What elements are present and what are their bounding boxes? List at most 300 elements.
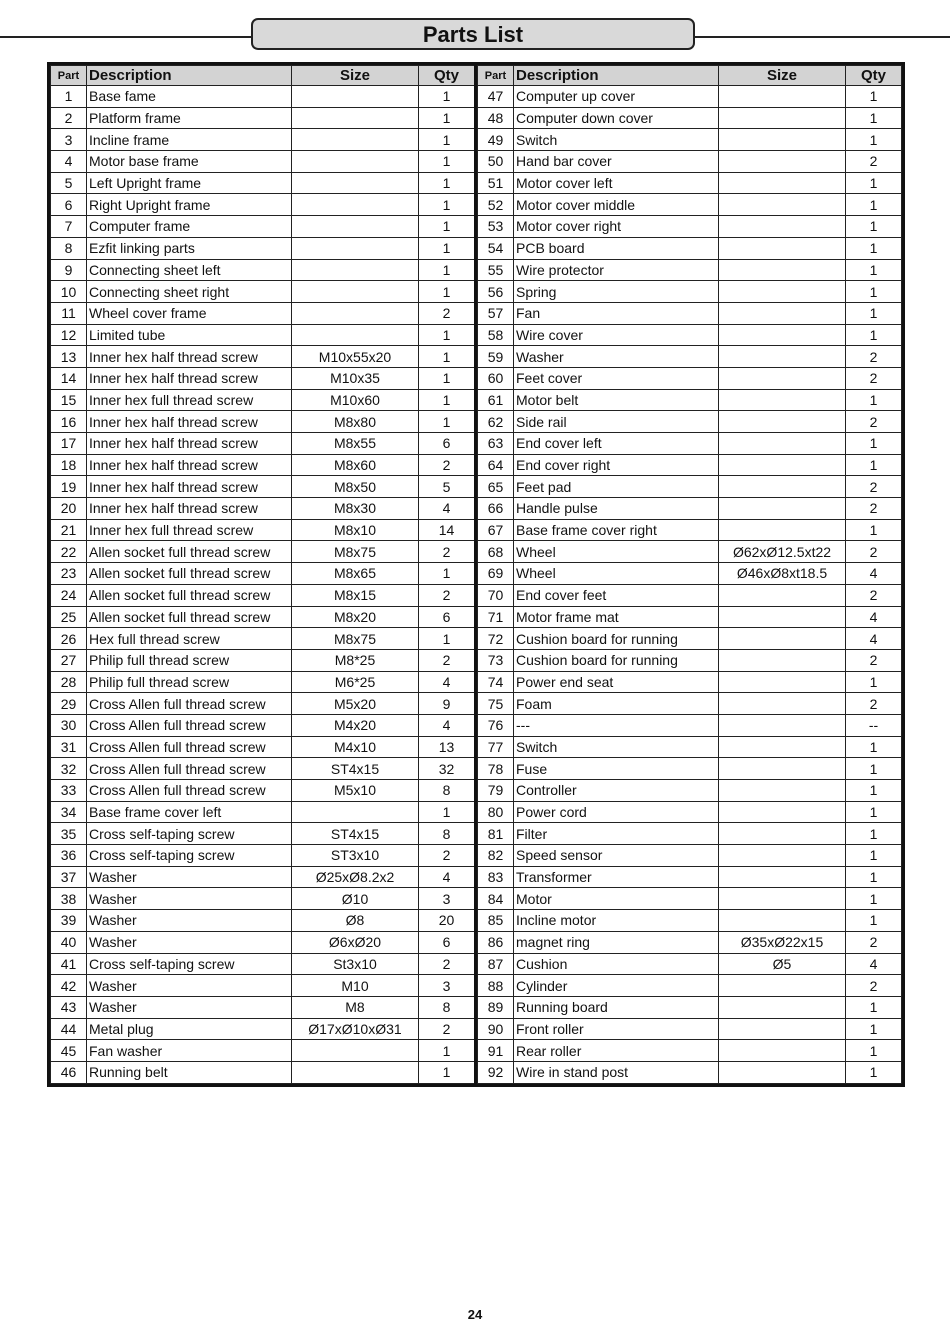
qty-cell: 4 [419, 866, 476, 888]
description-cell: Inner hex half thread screw [87, 454, 292, 476]
table-row [478, 866, 902, 888]
qty-cell: 9 [419, 693, 476, 715]
size-cell [719, 498, 846, 520]
table-row [51, 433, 476, 455]
table-row [478, 151, 902, 173]
table-row [51, 649, 476, 671]
description-cell: Ezfit linking parts [87, 237, 292, 259]
part-number-cell: 85 [478, 910, 514, 932]
qty-cell: 2 [846, 367, 902, 389]
part-number-cell: 28 [51, 671, 87, 693]
page-title: Parts List [251, 18, 695, 50]
part-number-cell: 47 [478, 86, 514, 108]
description-cell: Connecting sheet right [87, 281, 292, 303]
qty-cell: 2 [419, 649, 476, 671]
size-cell: M4x20 [292, 714, 419, 736]
description-cell: Speed sensor [514, 845, 719, 867]
qty-cell: 1 [419, 1061, 476, 1083]
size-cell [719, 129, 846, 151]
part-number-cell: 22 [51, 541, 87, 563]
part-number-cell: 34 [51, 801, 87, 823]
table-row [51, 346, 476, 368]
qty-cell: 2 [846, 541, 902, 563]
table-row [51, 476, 476, 498]
table-row [51, 996, 476, 1018]
table-row [478, 194, 902, 216]
description-cell: Cushion board for running [514, 628, 719, 650]
description-cell: Connecting sheet left [87, 259, 292, 281]
qty-cell: 1 [419, 628, 476, 650]
description-cell: Allen socket full thread screw [87, 584, 292, 606]
size-cell [719, 454, 846, 476]
description-cell: Philip full thread screw [87, 671, 292, 693]
description-cell: Wheel cover frame [87, 302, 292, 324]
qty-cell: 1 [846, 281, 902, 303]
size-cell: M10x35 [292, 367, 419, 389]
description-cell: Cross Allen full thread screw [87, 736, 292, 758]
qty-cell: 1 [846, 996, 902, 1018]
size-cell [719, 1040, 846, 1062]
qty-cell: 2 [846, 584, 902, 606]
size-cell [292, 801, 419, 823]
size-cell: M8x60 [292, 454, 419, 476]
table-row [478, 910, 902, 932]
qty-cell: 1 [846, 259, 902, 281]
qty-cell: 2 [846, 931, 902, 953]
part-number-cell: 21 [51, 519, 87, 541]
size-cell: Ø8 [292, 910, 419, 932]
table-row [478, 671, 902, 693]
part-number-cell: 2 [51, 107, 87, 129]
qty-cell: 1 [846, 910, 902, 932]
part-number-cell: 77 [478, 736, 514, 758]
qty-cell: 2 [846, 476, 902, 498]
part-number-cell: 69 [478, 563, 514, 585]
part-number-cell: 35 [51, 823, 87, 845]
description-cell: Wire cover [514, 324, 719, 346]
description-cell: Motor cover left [514, 172, 719, 194]
table-row [51, 823, 476, 845]
qty-cell: 1 [846, 194, 902, 216]
size-cell [719, 823, 846, 845]
qty-cell: 1 [419, 129, 476, 151]
table-row [51, 910, 476, 932]
qty-cell: 4 [419, 714, 476, 736]
size-cell: Ø10 [292, 888, 419, 910]
part-number-cell: 14 [51, 367, 87, 389]
size-cell [719, 237, 846, 259]
table-header-row [478, 66, 902, 86]
size-cell [719, 151, 846, 173]
description-cell: Inner hex half thread screw [87, 498, 292, 520]
qty-cell: 4 [846, 628, 902, 650]
size-cell: Ø5 [719, 953, 846, 975]
size-cell [719, 606, 846, 628]
size-cell [719, 758, 846, 780]
description-cell: Computer down cover [514, 107, 719, 129]
header-description: Description [514, 66, 719, 86]
part-number-cell: 45 [51, 1040, 87, 1062]
qty-cell: 4 [846, 606, 902, 628]
size-cell [719, 1061, 846, 1083]
part-number-cell: 50 [478, 151, 514, 173]
size-cell: M8x75 [292, 541, 419, 563]
description-cell: Cross self-taping screw [87, 845, 292, 867]
table-row [51, 411, 476, 433]
table-row [478, 519, 902, 541]
description-cell: Side rail [514, 411, 719, 433]
table-row [51, 758, 476, 780]
description-cell: Metal plug [87, 1018, 292, 1040]
part-number-cell: 9 [51, 259, 87, 281]
description-cell: Feet cover [514, 367, 719, 389]
header-part: Part [51, 66, 87, 86]
part-number-cell: 64 [478, 454, 514, 476]
qty-cell: 1 [846, 866, 902, 888]
part-number-cell: 73 [478, 649, 514, 671]
table-row [478, 389, 902, 411]
size-cell [719, 433, 846, 455]
size-cell: M10 [292, 975, 419, 997]
part-number-cell: 19 [51, 476, 87, 498]
description-cell: Power end seat [514, 671, 719, 693]
part-number-cell: 1 [51, 86, 87, 108]
size-cell: M8x50 [292, 476, 419, 498]
size-cell [292, 1040, 419, 1062]
qty-cell: 8 [419, 823, 476, 845]
qty-cell: 1 [419, 346, 476, 368]
part-number-cell: 5 [51, 172, 87, 194]
part-number-cell: 16 [51, 411, 87, 433]
table-row [478, 454, 902, 476]
part-number-cell: 23 [51, 563, 87, 585]
qty-cell: 1 [846, 454, 902, 476]
header-size: Size [292, 66, 419, 86]
size-cell [292, 237, 419, 259]
description-cell: Platform frame [87, 107, 292, 129]
qty-cell: 2 [419, 584, 476, 606]
description-cell: Base fame [87, 86, 292, 108]
size-cell: ST4x15 [292, 758, 419, 780]
table-row [51, 498, 476, 520]
size-cell: M8x80 [292, 411, 419, 433]
description-cell: Fan [514, 302, 719, 324]
part-number-cell: 86 [478, 931, 514, 953]
description-cell: Cross Allen full thread screw [87, 714, 292, 736]
size-cell [719, 910, 846, 932]
description-cell: Cross Allen full thread screw [87, 780, 292, 802]
table-row [478, 367, 902, 389]
description-cell: PCB board [514, 237, 719, 259]
qty-cell: 2 [846, 693, 902, 715]
description-cell: Allen socket full thread screw [87, 606, 292, 628]
description-cell: Inner hex half thread screw [87, 367, 292, 389]
size-cell: M8x30 [292, 498, 419, 520]
size-cell: M8x65 [292, 563, 419, 585]
size-cell [719, 389, 846, 411]
description-cell: Motor frame mat [514, 606, 719, 628]
table-row [51, 237, 476, 259]
table-row [51, 194, 476, 216]
description-cell: Spring [514, 281, 719, 303]
description-cell: Running board [514, 996, 719, 1018]
description-cell: Washer [514, 346, 719, 368]
size-cell: Ø35xØ22x15 [719, 931, 846, 953]
description-cell: Switch [514, 129, 719, 151]
description-cell: Cushion board for running [514, 649, 719, 671]
table-row [51, 172, 476, 194]
table-row [478, 693, 902, 715]
qty-cell: 14 [419, 519, 476, 541]
parts-list-table [47, 62, 905, 1087]
size-cell [292, 324, 419, 346]
qty-cell: 2 [846, 649, 902, 671]
qty-cell: 1 [419, 801, 476, 823]
size-cell [719, 671, 846, 693]
qty-cell: 4 [419, 671, 476, 693]
table-row [51, 389, 476, 411]
size-cell [719, 628, 846, 650]
part-number-cell: 37 [51, 866, 87, 888]
size-cell [719, 324, 846, 346]
description-cell: magnet ring [514, 931, 719, 953]
size-cell: M4x10 [292, 736, 419, 758]
table-row [51, 606, 476, 628]
size-cell [292, 107, 419, 129]
table-row [478, 953, 902, 975]
table-row [51, 975, 476, 997]
size-cell [719, 172, 846, 194]
size-cell: M8 [292, 996, 419, 1018]
size-cell [719, 714, 846, 736]
description-cell: Inner hex half thread screw [87, 411, 292, 433]
qty-cell: 6 [419, 606, 476, 628]
part-number-cell: 3 [51, 129, 87, 151]
table-row [478, 172, 902, 194]
description-cell: Filter [514, 823, 719, 845]
part-number-cell: 90 [478, 1018, 514, 1040]
part-number-cell: 42 [51, 975, 87, 997]
table-row [51, 693, 476, 715]
table-row [478, 845, 902, 867]
size-cell: M8x75 [292, 628, 419, 650]
table-row [478, 888, 902, 910]
description-cell: Inner hex full thread screw [87, 389, 292, 411]
size-cell: Ø6xØ20 [292, 931, 419, 953]
parts-table-right-body [478, 86, 902, 1084]
part-number-cell: 54 [478, 237, 514, 259]
part-number-cell: 48 [478, 107, 514, 129]
size-cell: M8x15 [292, 584, 419, 606]
size-cell [292, 86, 419, 108]
description-cell: Allen socket full thread screw [87, 541, 292, 563]
size-cell [719, 86, 846, 108]
parts-table-left [50, 65, 477, 1084]
size-cell [719, 216, 846, 238]
table-row [51, 953, 476, 975]
qty-cell: 2 [419, 1018, 476, 1040]
size-cell [292, 259, 419, 281]
description-cell: Washer [87, 996, 292, 1018]
table-row [478, 433, 902, 455]
table-row [478, 302, 902, 324]
size-cell [292, 151, 419, 173]
description-cell: Cushion [514, 953, 719, 975]
size-cell: M6*25 [292, 671, 419, 693]
table-row [478, 1061, 902, 1083]
table-row [478, 996, 902, 1018]
description-cell: Computer frame [87, 216, 292, 238]
part-number-cell: 33 [51, 780, 87, 802]
qty-cell: 2 [846, 498, 902, 520]
table-row [478, 758, 902, 780]
part-number-cell: 18 [51, 454, 87, 476]
size-cell [719, 346, 846, 368]
part-number-cell: 75 [478, 693, 514, 715]
description-cell: Washer [87, 866, 292, 888]
qty-cell: 1 [846, 801, 902, 823]
size-cell [719, 259, 846, 281]
part-number-cell: 62 [478, 411, 514, 433]
qty-cell: 1 [846, 671, 902, 693]
qty-cell: 2 [419, 302, 476, 324]
part-number-cell: 36 [51, 845, 87, 867]
part-number-cell: 76 [478, 714, 514, 736]
table-row [51, 1040, 476, 1062]
part-number-cell: 65 [478, 476, 514, 498]
parts-table-left-body [51, 86, 476, 1084]
table-row [51, 628, 476, 650]
table-row [51, 519, 476, 541]
part-number-cell: 84 [478, 888, 514, 910]
part-number-cell: 27 [51, 649, 87, 671]
table-row [51, 367, 476, 389]
size-cell [719, 845, 846, 867]
description-cell: Cross self-taping screw [87, 823, 292, 845]
size-cell: M10x55x20 [292, 346, 419, 368]
size-cell: M8x20 [292, 606, 419, 628]
description-cell: Rear roller [514, 1040, 719, 1062]
part-number-cell: 91 [478, 1040, 514, 1062]
table-row [478, 346, 902, 368]
description-cell: --- [514, 714, 719, 736]
table-row [478, 714, 902, 736]
table-row [478, 780, 902, 802]
description-cell: Incline frame [87, 129, 292, 151]
part-number-cell: 46 [51, 1061, 87, 1083]
description-cell: End cover left [514, 433, 719, 455]
table-row [51, 324, 476, 346]
table-row [51, 1061, 476, 1083]
size-cell: M8*25 [292, 649, 419, 671]
part-number-cell: 8 [51, 237, 87, 259]
description-cell: Motor belt [514, 389, 719, 411]
table-row [478, 107, 902, 129]
size-cell: M8x10 [292, 519, 419, 541]
part-number-cell: 25 [51, 606, 87, 628]
qty-cell: 2 [419, 541, 476, 563]
qty-cell: 1 [419, 172, 476, 194]
description-cell: Wheel [514, 563, 719, 585]
size-cell [292, 302, 419, 324]
table-row [478, 1018, 902, 1040]
qty-cell: 1 [419, 281, 476, 303]
part-number-cell: 4 [51, 151, 87, 173]
part-number-cell: 72 [478, 628, 514, 650]
description-cell: End cover feet [514, 584, 719, 606]
table-row [478, 823, 902, 845]
part-number-cell: 53 [478, 216, 514, 238]
qty-cell: 13 [419, 736, 476, 758]
table-row [51, 931, 476, 953]
size-cell: Ø62xØ12.5xt22 [719, 541, 846, 563]
description-cell: Motor cover right [514, 216, 719, 238]
size-cell [292, 194, 419, 216]
description-cell: End cover right [514, 454, 719, 476]
qty-cell: 1 [846, 86, 902, 108]
qty-cell: 4 [846, 563, 902, 585]
size-cell: Ø46xØ8xt18.5 [719, 563, 846, 585]
size-cell [719, 584, 846, 606]
header-qty: Qty [846, 66, 902, 86]
description-cell: Base frame cover right [514, 519, 719, 541]
part-number-cell: 59 [478, 346, 514, 368]
qty-cell: 1 [846, 780, 902, 802]
qty-cell: 1 [846, 736, 902, 758]
size-cell [719, 736, 846, 758]
description-cell: Transformer [514, 866, 719, 888]
table-row [51, 86, 476, 108]
qty-cell: 3 [419, 975, 476, 997]
qty-cell: 1 [419, 563, 476, 585]
part-number-cell: 67 [478, 519, 514, 541]
description-cell: Motor base frame [87, 151, 292, 173]
part-number-cell: 10 [51, 281, 87, 303]
table-row [478, 498, 902, 520]
table-row [51, 129, 476, 151]
qty-cell: 8 [419, 780, 476, 802]
qty-cell: 4 [419, 498, 476, 520]
size-cell [719, 693, 846, 715]
size-cell [719, 996, 846, 1018]
table-row [51, 584, 476, 606]
table-row [51, 671, 476, 693]
size-cell [719, 411, 846, 433]
part-number-cell: 78 [478, 758, 514, 780]
table-row [51, 888, 476, 910]
part-number-cell: 15 [51, 389, 87, 411]
qty-cell: 1 [846, 237, 902, 259]
qty-cell: 1 [846, 216, 902, 238]
part-number-cell: 11 [51, 302, 87, 324]
table-row [51, 454, 476, 476]
description-cell: Feet pad [514, 476, 719, 498]
size-cell: M5x20 [292, 693, 419, 715]
table-row [478, 736, 902, 758]
table-row [51, 302, 476, 324]
qty-cell: 32 [419, 758, 476, 780]
size-cell [292, 216, 419, 238]
table-row [478, 801, 902, 823]
size-cell: ST3x10 [292, 845, 419, 867]
part-number-cell: 32 [51, 758, 87, 780]
qty-cell: 1 [419, 237, 476, 259]
table-row [478, 237, 902, 259]
description-cell: Fan washer [87, 1040, 292, 1062]
table-row [478, 259, 902, 281]
qty-cell: 4 [846, 953, 902, 975]
table-header-row [51, 66, 476, 86]
